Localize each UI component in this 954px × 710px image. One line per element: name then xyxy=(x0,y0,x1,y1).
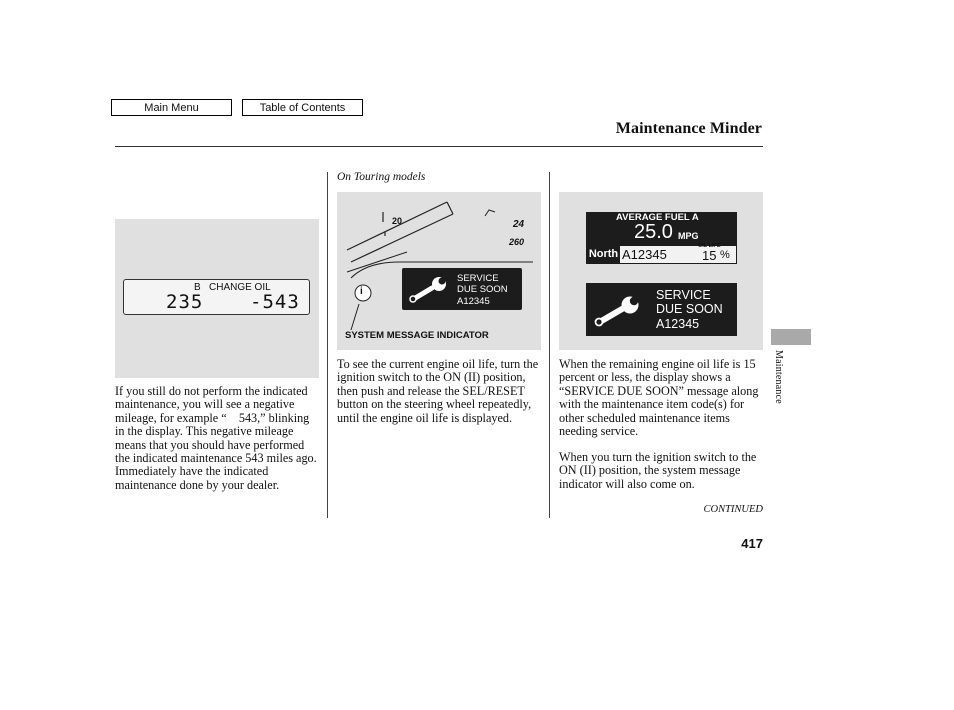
header-rule xyxy=(115,146,763,147)
col2-paragraph: To see the current engine oil life, turn the ignition switch to the ON (II) position, then push and release the SEL/RESET button on the steering wheel repeatedly, until the engine oil life is displayed. xyxy=(337,357,539,425)
compass-label: North xyxy=(587,246,620,263)
table-of-contents-button[interactable]: Table of Contents xyxy=(242,99,363,116)
oil-life-label: OIL LIFE xyxy=(698,243,721,249)
odometer-illustration xyxy=(115,219,319,378)
instrument-cluster-illustration xyxy=(337,192,541,350)
page-title: Maintenance Minder xyxy=(615,120,762,137)
fuel-economy-display xyxy=(586,212,737,245)
service-due-display xyxy=(402,268,522,310)
info-icon: i xyxy=(360,286,363,297)
average-fuel-value: 25.0 xyxy=(634,221,673,243)
col3-paragraph-1: When the remaining engine oil life is 15 percent or less, the display shows a “SERVICE DUE SOON” message along with the maintenance item code(s) for other scheduled maintenance items needing service. xyxy=(559,357,759,439)
oil-life-value: 15 xyxy=(702,248,717,263)
gauge-mark-24: 24 xyxy=(513,219,525,230)
average-fuel-header: AVERAGE FUEL A xyxy=(616,212,699,223)
page-number: 417 xyxy=(741,536,763,551)
gauge-mark-260: 260 xyxy=(509,237,525,247)
service-line2: DUE SOON xyxy=(457,284,508,295)
section-tab-label: Maintenance xyxy=(773,350,784,404)
multi-info-display-illustration xyxy=(559,192,763,350)
col1-paragraph: If you still do not perform the indicated maintenance, you will see a negative mileage, for example “ 543,” blinking in the display. This negative mileage means that you should have performed the indicated maintenance 543 miles ago. Immediately have the indicated maintenance done by your dealer. xyxy=(115,384,317,492)
wrench-icon xyxy=(592,295,646,329)
odometer-display xyxy=(123,279,310,315)
service-line1: SERVICE xyxy=(457,273,499,284)
col3-paragraph-2: When you turn the ignition switch to the ON (II) position, the system message indicator will also come on. xyxy=(559,450,757,491)
display-message: CHANGE OIL xyxy=(209,282,271,293)
negative-mileage-digits: -543 xyxy=(250,291,300,313)
column-divider xyxy=(327,172,328,518)
trip-digits: 235 xyxy=(166,291,204,313)
maintenance-code: A12345 xyxy=(622,247,667,262)
fuel-unit: MPG xyxy=(678,231,699,241)
system-message-indicator-label: SYSTEM MESSAGE INDICATOR xyxy=(345,330,489,341)
main-menu-button[interactable]: Main Menu xyxy=(111,99,232,116)
section-tab[interactable] xyxy=(771,329,811,345)
service-line1: SERVICE xyxy=(656,288,711,302)
wrench-icon xyxy=(408,276,452,304)
column-divider xyxy=(549,172,550,518)
continued-label: CONTINUED xyxy=(703,504,763,515)
service-code: A12345 xyxy=(457,296,490,307)
oil-life-unit: % xyxy=(720,249,730,261)
service-code: A12345 xyxy=(656,317,700,331)
gauge-mark-20: 20 xyxy=(392,216,403,226)
service-due-display-large xyxy=(586,283,737,336)
status-bar xyxy=(586,245,737,264)
service-line2: DUE SOON xyxy=(656,302,723,316)
touring-caption: On Touring models xyxy=(337,171,426,183)
display-code: B xyxy=(194,282,201,293)
